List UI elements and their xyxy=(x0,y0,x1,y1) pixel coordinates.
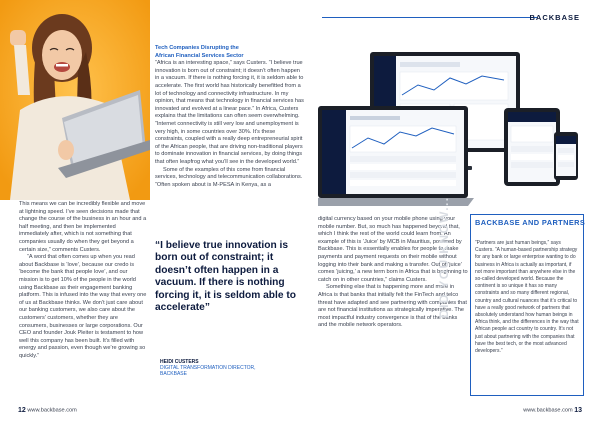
page-number: 13 xyxy=(574,407,582,414)
quote-author-name: HEIDI CUSTERS xyxy=(160,359,199,365)
paragraph: Some of the examples of this come from financial services, technology and telecommunication collaborations. “Often spoken about is M-PESA in Kenya, as a xyxy=(155,166,303,188)
sidebar-title: BACKBASE AND PARTNERS xyxy=(475,218,586,227)
footer-url: www.backbase.com xyxy=(27,407,77,414)
paragraph: “A word that often comes up when you read about Backbase is ‘love’, because our credo is ‘become the bank that people love’, and our mission is to get 10% of the people in the world using Backbase as their engagement banking platform. This is infused into the way that every one of us at Backbase thinks. We don’t just care about our banking customers, we also care about the customers’ customers, whether they are consumers, businesses or large corporations. Our CEO and founder Jouk Pleiter is testament to how well this company has been built. It’s filled with energy and passion, even though we’re growing so quickly.” xyxy=(19,254,147,359)
paragraph: This means we can be incredibly flexible and move at lightning speed. I’ve seen decisions made that change the course of the business in an hour and a half meeting, and then be implemented immediately after, which is not something that companies usually do when they get beyond a certain size,” comments Custers. xyxy=(19,201,147,253)
pull-quote: “I believe true innovation is born out of constraint; it doesn’t often happen in a vacuum. If there is nothing forcing it, it is seldom able to accelerate” xyxy=(155,240,296,314)
section-subhead xyxy=(155,45,305,60)
footer-left xyxy=(18,407,77,414)
paragraph: digital currency based on your mobile phone using your mobile number. But, so much has happened beyond that, which I think the rest of the world could learn from. An example of this is ‘Juice’ by MCB in Mauritius, powered by Backbase. This is essentially enables for people to make payments and payment requests on their mobile without logging into their bank and making a transfer. Out of ‘juice’ comes ‘juicing,’ a new term born in Africa that is beginning to catch on in other countries,” claims Custers. xyxy=(318,216,468,283)
subhead-line: Tech Companies Disrupting the xyxy=(155,45,239,51)
footer-url: www.backbase.com xyxy=(523,407,573,414)
woman-with-laptop-photo xyxy=(0,0,150,200)
left-text-column xyxy=(19,201,147,360)
header-rule xyxy=(322,17,537,18)
quote-author-company: BACKBASE xyxy=(160,371,187,378)
paragraph: Something else that is happening more and more in Africa is that banks that initially felt the FinTech and telco threat have adapted and see partnering with companies that are not financial institutions as strategically imperative. The most impactful industry convergence is that of the banks and the mobile network operators. xyxy=(318,284,467,329)
did-you-know-label: DID YOU KNOW... xyxy=(437,196,451,318)
brand-header: BACKBASE xyxy=(529,13,580,22)
footer-right xyxy=(523,407,582,414)
page-number: 12 xyxy=(18,407,26,414)
quote-attribution xyxy=(160,359,300,378)
subhead-line: African Financial Services Sector xyxy=(155,52,244,59)
quote-author-role: DIGITAL TRANSFORMATION DIRECTOR, xyxy=(160,365,256,372)
devices-illustration xyxy=(318,40,580,215)
middle-text-column xyxy=(155,45,305,189)
paragraph: “Africa is an interesting space,” says Custers. “I believe true innovation is born out of constraint; it doesn’t often happen in a vacuum. If there is nothing forcing it, it is seldom able to accelerate. The first world has historically benefitted from a lot of technology and connectivity infrastructure. In my opinion, that means that technology in financial services has innovated and evolved at a linear pace.” In Africa, Custers explains that the limitations can often seem overwhelming. “Internet connectivity is still very low and unemployment is very high, in some countries over 30%. It’s these constraints, coupled with a really deep entrepreneurial spirit of the African people, that are driving non-traditional players to dominate innovation in financial services, by doing things that often leapfrog what you’ll see in the developed world.” xyxy=(155,60,304,165)
sidebar-body: “Partners are just human beings,” says Custers. “A human-based partnership strategy for any bank or large enterprise wanting to do business in Africa is actually as important, if not more important than anywhere else in the so-called developed world. Because the continent is so unique it has so many constraints and so many different regional, country and cultural nuances that it’s critical to have a really good network of partners that absolutely understand how human beings in Africa think, and the differences in the way that African people act country to country. It’s not just about partnering with the companies that have the best tech, or the most advanced developers.” xyxy=(475,240,579,355)
